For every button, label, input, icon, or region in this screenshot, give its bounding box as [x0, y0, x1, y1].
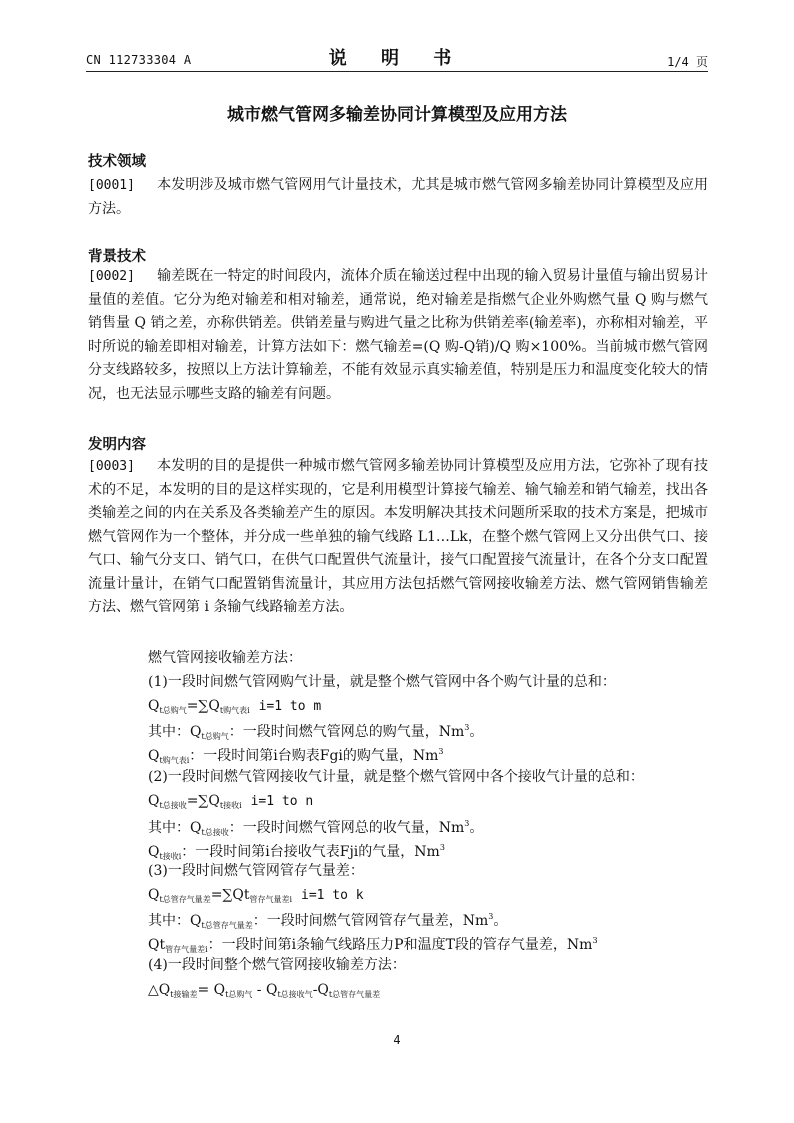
step3-formula: $Q_{t总管存气量差}=\sum Qt_{管存气量差i}$ i=1 to k [148, 887, 364, 904]
step1-definition-meter: $Q_{t购气表i}$：一段时间第i台购表Fgi的购气量，Nm$^3$ [148, 747, 444, 765]
section-heading-tech-field: 技术领域 [88, 154, 146, 170]
step3-definition-total: 其中：$Q_{t总管存气量差}$：一段时间燃气管网管存气量差，Nm$^3$。 [148, 912, 508, 930]
document-type: 说 明 书 [328, 48, 466, 69]
paragraph-0003 [88, 455, 708, 620]
step2-formula: $Q_{t总接收}=\sum Q_{t接收i}$ i=1 to n [148, 793, 314, 810]
paragraph-0001 [88, 174, 708, 221]
paragraph-text: 本发明涉及城市燃气管网用气计量技术，尤其是城市燃气管网多输差协同计算模型及应用方法。 [88, 177, 708, 217]
step4-formula: $\triangle Q_{t接输差}= Q_{t总购气} - Q_{t总接收气}-Q_{t总管存气量差}$ [148, 982, 381, 999]
step3-definition-line: $Qt_{管存气量差i}$：一段时间第i条输气线路压力P和温度T段的管存气量差，Nm$^3$ [148, 936, 598, 954]
patent-number: CN 112733304 A [86, 53, 192, 67]
section-heading-background: 背景技术 [88, 249, 146, 265]
method-intro: 燃气管网接收输差方法： [148, 650, 302, 666]
paragraph-text: 输差既在一特定的时间段内，流体介质在输送过程中出现的输入贸易计量值与输出贸易计量值的差值。它分为绝对输差和相对输差，通常说，绝对输差是指燃气企业外购燃气量 Q 购与燃气销售量 Q 销之差，亦称供销差。供销差量与购进气量之比称为供销差率(输差率)，亦称相对输差，平时所说的输差即相对输差，计算方法如下：燃气输差=(Q 购-Q销)/Q 购×100%。当前城市燃气管网分支线路较多，按照以上方法计算输差，不能有效显示真实输差值，特别是压力和温度变化较大的情况，也无法显示哪些支路的输差有问题。 [88, 268, 708, 402]
page-number: 4 [393, 1033, 401, 1047]
paragraph-0002 [88, 265, 708, 406]
step1-definition-total: 其中：$Q_{t总购气}$：一段时间燃气管网总的购气量，Nm$^3$。 [148, 723, 484, 741]
section-heading-invention: 发明内容 [88, 437, 146, 453]
paragraph-text: 本发明的目的是提供一种城市燃气管网多输差协同计算模型及应用方法，它弥补了现有技术的不足，本发明的目的是这样实现的，它是利用模型计算接气输差、输气输差和销气输差，找出各类输差之间的内在关系及各类输差产生的原因。本发明解决其技术问题所采取的技术方案是，把城市燃气管网作为一个整体，并分成一些单独的输气线路 L1…Lk，在整个燃气管网上又分出供气口、接气口、输气分支口、销气口，在供气口配置供气流量计，接气口配置接气流量计，在各个分支口配置流量计量计，在销气口配置销售流量计，其应用方法包括燃气管网接收输差方法、燃气管网销售输差方法、燃气管网第 i 条输气线路输差方法。 [88, 458, 708, 615]
document-title: 城市燃气管网多输差协同计算模型及应用方法 [227, 105, 567, 125]
header-rule [86, 71, 708, 72]
step3-text: (3)一段时间燃气管网管存气量差： [148, 863, 364, 879]
step1-text: (1)一段时间燃气管网购气计量，就是整个燃气管网中各个购气计量的总和： [148, 674, 616, 690]
paragraph-number: [0002] [88, 269, 135, 284]
step2-text: (2)一段时间燃气管网接收气计量，就是整个燃气管网中各个接收气计量的总和： [148, 769, 644, 785]
paragraph-number: [0003] [88, 459, 135, 474]
step2-definition-total: 其中：$Q_{t总接收}$：一段时间燃气管网总的收气量，Nm$^3$。 [148, 819, 484, 837]
paragraph-number: [0001] [88, 178, 135, 193]
step1-formula: $Q_{t总购气}=\sum Q_{t购气表i}$ i=1 to m [148, 698, 322, 715]
page-info: 1/4 页 [667, 55, 708, 69]
step2-definition-meter: $Q_{t接收i}$：一段时间第i台接收气表Fji的气量，Nm$^3$ [148, 843, 445, 861]
step4-text: (4)一段时间整个燃气管网接收输差方法： [148, 957, 406, 973]
